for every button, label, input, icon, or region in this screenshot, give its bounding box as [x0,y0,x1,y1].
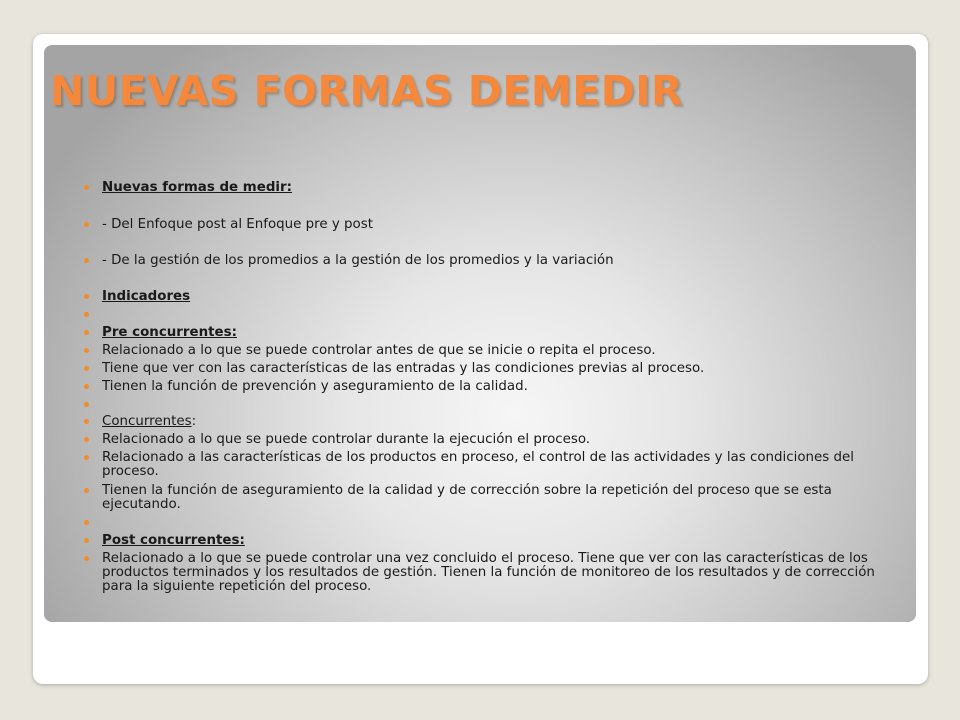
bullet-item [102,415,902,429]
bullet-item [102,344,902,358]
bullet-text: Tiene que ver con las características de las entradas y las condiciones previas al proceso. [102,361,705,376]
bullet-heading: Concurrentes [102,414,192,429]
bullet-dot-icon [84,348,89,353]
bullet-text: Relacionado a las características de los productos en proceso, el control de las actividades y las condiciones del proceso. [102,450,854,479]
bullet-item [102,181,902,195]
bullet-dot-icon [84,330,89,335]
bullet-item [102,218,902,232]
bullet-dot-icon [84,437,89,442]
bullet-text: - De la gestión de los promedios a la gestión de los promedios y la variación [102,253,614,268]
bullet-heading: Post concurrentes: [102,533,245,548]
bullet-item [102,254,902,268]
bullet-text: Relacionado a lo que se puede controlar antes de que se inicie o repita el proceso. [102,343,656,358]
bullet-dot-icon [84,384,89,389]
bullet-heading-suffix: : [191,414,197,429]
bullet-dot-icon [84,538,89,543]
bullet-item [102,290,902,304]
bullet-heading: Nuevas formas de medir: [102,180,292,195]
bullet-dot-icon [84,185,89,190]
bullet-list [44,45,916,622]
bullet-dot-icon [84,556,89,561]
bullet-item [102,380,902,394]
bullet-item [102,326,902,340]
bullet-item [102,534,902,548]
bullet-item [102,451,902,479]
bullet-dot-icon [84,366,89,371]
slide-frame [33,34,928,684]
bullet-item [102,484,902,512]
bullet-dot-icon [84,222,89,227]
bullet-text: - Del Enfoque post al Enfoque pre y post [102,217,373,232]
bullet-dot-icon [84,455,89,460]
bullet-item [102,552,902,594]
bullet-item [102,362,902,376]
content-panel [44,45,916,622]
bullet-text: Relacionado a lo que se puede controlar durante la ejecución el proceso. [102,432,591,447]
bullet-dot-icon [84,520,89,525]
slide-title: NUEVAS FORMAS DEMEDIR [50,67,684,115]
bullet-text: Tienen la función de prevención y aseguramiento de la calidad. [102,379,528,394]
bullet-text: Relacionado a lo que se puede controlar una vez concluido el proceso. Tiene que ver con las características de los productos terminados y los resultados de gestión. Tienen la función de monitoreo de los resultados y de corrección para la siguiente repetición del proceso. [102,551,875,594]
bullet-heading: Indicadores [102,289,191,304]
bullet-heading: Pre concurrentes: [102,325,237,340]
bullet-item [102,433,902,447]
bullet-dot-icon [84,488,89,493]
bullet-dot-icon [84,312,89,317]
bullet-dot-icon [84,258,89,263]
bullet-dot-icon [84,419,89,424]
bullet-text: Tienen la función de aseguramiento de la calidad y de corrección sobre la repetición del proceso que se esta ejecutando. [102,483,832,512]
bullet-dot-icon [84,402,89,407]
bullet-dot-icon [84,294,89,299]
